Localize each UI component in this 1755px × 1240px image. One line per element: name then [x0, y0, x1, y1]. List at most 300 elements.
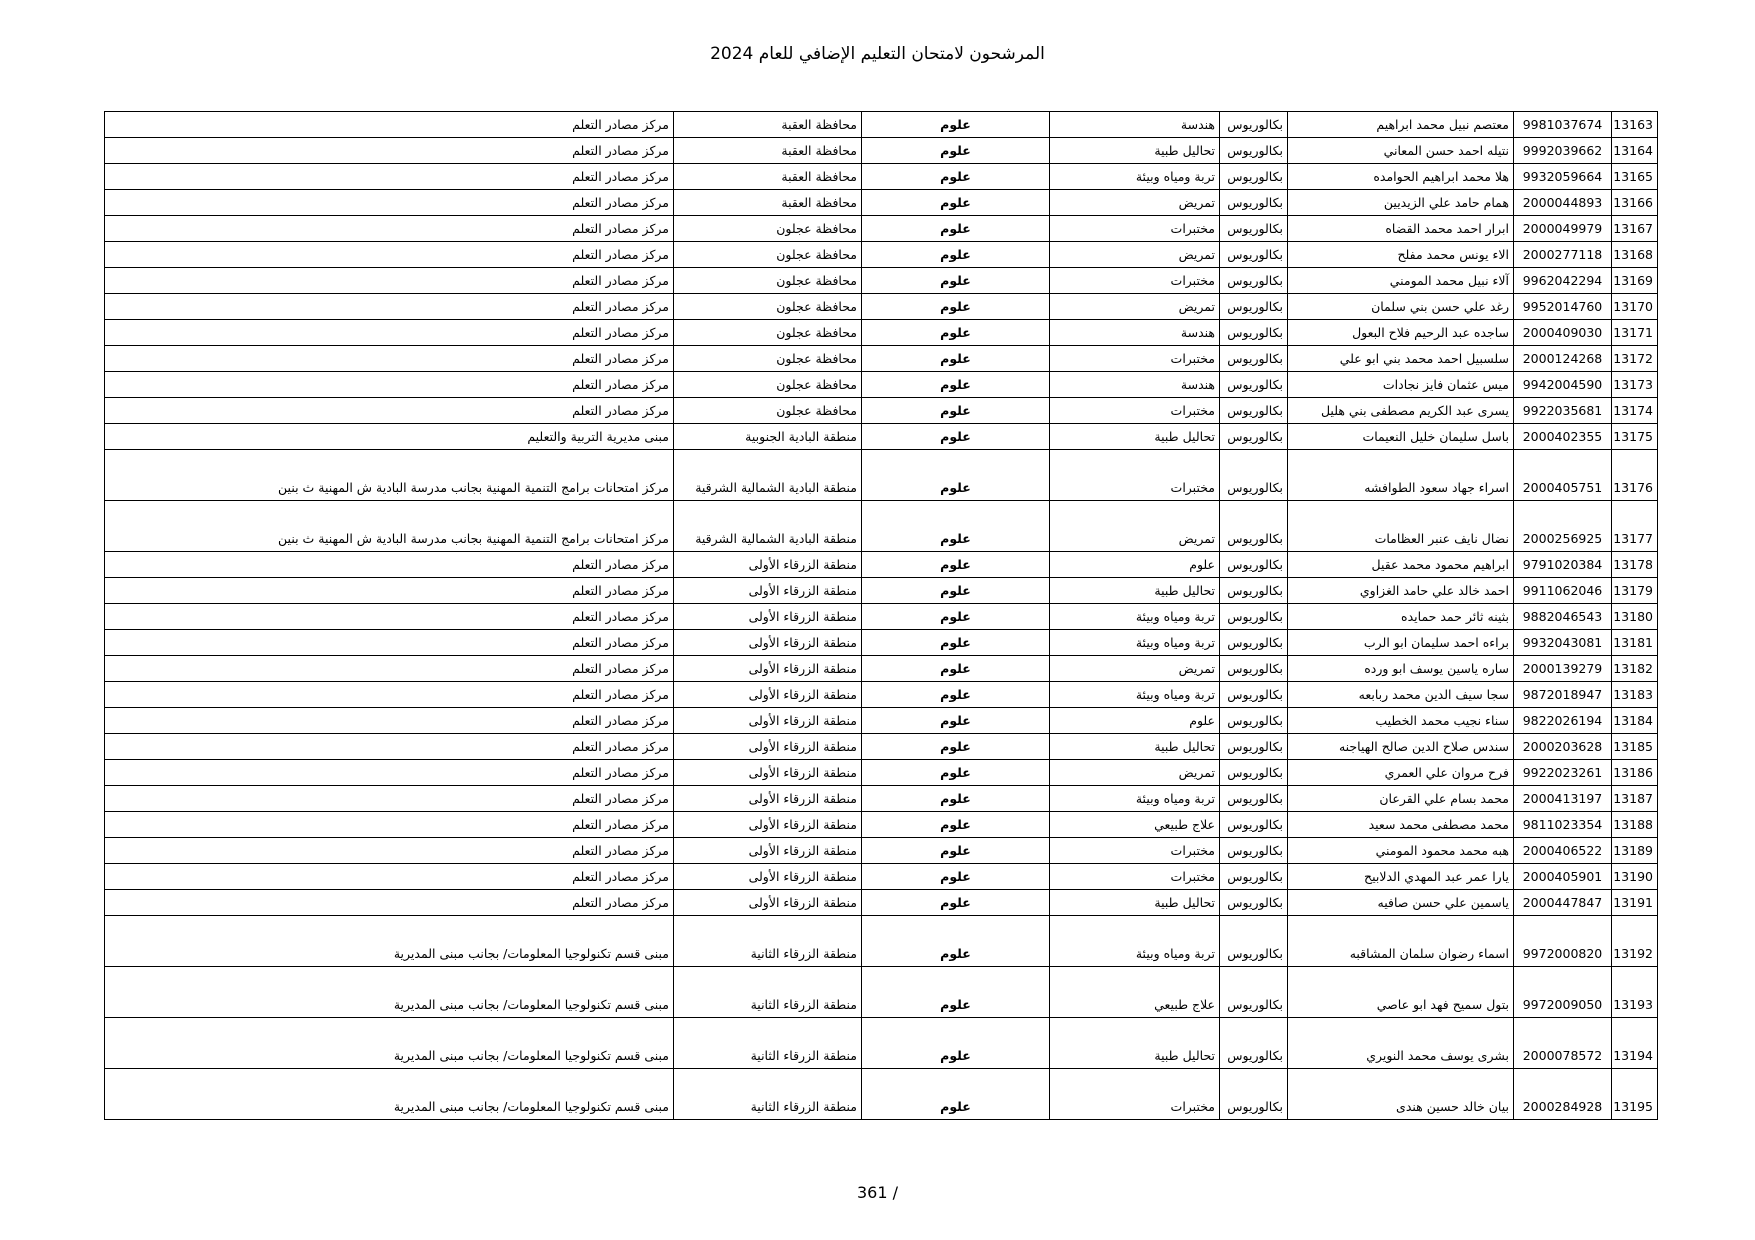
degree-cell: بكالوريوس — [1220, 786, 1288, 812]
table-row — [105, 734, 1658, 760]
specialization-cell: مختبرات — [1050, 216, 1220, 242]
candidate-name-cell: نضال نايف عنبر العظامات — [1288, 501, 1514, 552]
national-id-cell: 9972009050 — [1514, 967, 1612, 1018]
directorate-cell: محافظة العقبة — [674, 164, 862, 190]
directorate-cell: منطقة الزرقاء الأولى — [674, 890, 862, 916]
exam-center-cell: مبنى قسم تكنولوجيا المعلومات/ بجانب مبنى المديرية — [105, 916, 674, 967]
candidate-name-cell: اسماء رضوان سلمان المشاقبه — [1288, 916, 1514, 967]
exam-center-cell: مركز مصادر التعلم — [105, 708, 674, 734]
candidate-name-cell: باسل سليمان خليل النعيمات — [1288, 424, 1514, 450]
degree-cell: بكالوريوس — [1220, 398, 1288, 424]
branch-cell: علوم — [862, 656, 1050, 682]
table-row — [105, 682, 1658, 708]
table-row — [105, 604, 1658, 630]
national-id-cell: 2000409030 — [1514, 320, 1612, 346]
sequence-cell: 13178 — [1612, 552, 1658, 578]
branch-cell: علوم — [862, 268, 1050, 294]
branch-cell: علوم — [862, 164, 1050, 190]
table-row — [105, 656, 1658, 682]
degree-cell: بكالوريوس — [1220, 864, 1288, 890]
directorate-cell: منطقة البادية الجنوبية — [674, 424, 862, 450]
national-id-cell: 9962042294 — [1514, 268, 1612, 294]
directorate-cell: منطقة الزرقاء الثانية — [674, 967, 862, 1018]
exam-center-cell: مركز مصادر التعلم — [105, 320, 674, 346]
table-row — [105, 398, 1658, 424]
exam-center-cell: مركز مصادر التعلم — [105, 398, 674, 424]
exam-center-cell: مركز مصادر التعلم — [105, 682, 674, 708]
candidate-name-cell: سلسبيل احمد محمد بني ابو علي — [1288, 346, 1514, 372]
table-row — [105, 450, 1658, 501]
directorate-cell: محافظة العقبة — [674, 112, 862, 138]
candidate-name-cell: ابراهيم محمود محمد عقيل — [1288, 552, 1514, 578]
sequence-cell: 13167 — [1612, 216, 1658, 242]
specialization-cell: علوم — [1050, 552, 1220, 578]
exam-center-cell: مركز مصادر التعلم — [105, 242, 674, 268]
specialization-cell: تمريض — [1050, 501, 1220, 552]
degree-cell: بكالوريوس — [1220, 708, 1288, 734]
table-row — [105, 1018, 1658, 1069]
specialization-cell: مختبرات — [1050, 1069, 1220, 1120]
directorate-cell: محافظة العقبة — [674, 190, 862, 216]
candidate-name-cell: ابرار احمد محمد القضاه — [1288, 216, 1514, 242]
candidate-name-cell: سجا سيف الدين محمد ربابعه — [1288, 682, 1514, 708]
branch-cell: علوم — [862, 1018, 1050, 1069]
branch-cell: علوم — [862, 552, 1050, 578]
degree-cell: بكالوريوس — [1220, 1069, 1288, 1120]
degree-cell: بكالوريوس — [1220, 424, 1288, 450]
branch-cell: علوم — [862, 320, 1050, 346]
specialization-cell: تحاليل طبية — [1050, 138, 1220, 164]
table-row — [105, 346, 1658, 372]
candidate-name-cell: بيان خالد حسين هندى — [1288, 1069, 1514, 1120]
national-id-cell: 2000044893 — [1514, 190, 1612, 216]
specialization-cell: علوم — [1050, 708, 1220, 734]
sequence-cell: 13194 — [1612, 1018, 1658, 1069]
branch-cell: علوم — [862, 760, 1050, 786]
candidate-name-cell: الاء يونس محمد مفلح — [1288, 242, 1514, 268]
branch-cell: علوم — [862, 708, 1050, 734]
table-row — [105, 578, 1658, 604]
sequence-cell: 13174 — [1612, 398, 1658, 424]
specialization-cell: مختبرات — [1050, 450, 1220, 501]
branch-cell: علوم — [862, 916, 1050, 967]
sequence-cell: 13191 — [1612, 890, 1658, 916]
national-id-cell: 2000124268 — [1514, 346, 1612, 372]
table-row — [105, 838, 1658, 864]
degree-cell: بكالوريوس — [1220, 320, 1288, 346]
branch-cell: علوم — [862, 501, 1050, 552]
exam-center-cell: مركز مصادر التعلم — [105, 552, 674, 578]
table-row — [105, 864, 1658, 890]
exam-center-cell: مبنى قسم تكنولوجيا المعلومات/ بجانب مبنى المديرية — [105, 967, 674, 1018]
exam-center-cell: مركز مصادر التعلم — [105, 268, 674, 294]
exam-center-cell: مركز مصادر التعلم — [105, 578, 674, 604]
branch-cell: علوم — [862, 786, 1050, 812]
specialization-cell: علاج طبيعي — [1050, 812, 1220, 838]
candidate-name-cell: نتيله احمد حسن المعاني — [1288, 138, 1514, 164]
specialization-cell: تحاليل طبية — [1050, 734, 1220, 760]
degree-cell: بكالوريوس — [1220, 242, 1288, 268]
directorate-cell: منطقة البادية الشمالية الشرقية — [674, 501, 862, 552]
directorate-cell: منطقة الزرقاء الأولى — [674, 838, 862, 864]
specialization-cell: هندسة — [1050, 372, 1220, 398]
page-number: 361 / — [856, 1183, 898, 1202]
sequence-cell: 13189 — [1612, 838, 1658, 864]
branch-cell: علوم — [862, 242, 1050, 268]
specialization-cell: تمريض — [1050, 760, 1220, 786]
specialization-cell: مختبرات — [1050, 838, 1220, 864]
specialization-cell: تحاليل طبية — [1050, 1018, 1220, 1069]
degree-cell: بكالوريوس — [1220, 838, 1288, 864]
table-row — [105, 552, 1658, 578]
branch-cell: علوم — [862, 578, 1050, 604]
specialization-cell: تمريض — [1050, 242, 1220, 268]
sequence-cell: 13188 — [1612, 812, 1658, 838]
branch-cell: علوم — [862, 682, 1050, 708]
national-id-cell: 2000284928 — [1514, 1069, 1612, 1120]
candidate-name-cell: هلا محمد ابراهيم الحوامده — [1288, 164, 1514, 190]
sequence-cell: 13175 — [1612, 424, 1658, 450]
candidate-name-cell: محمد مصطفى محمد سعيد — [1288, 812, 1514, 838]
national-id-cell: 2000049979 — [1514, 216, 1612, 242]
degree-cell: بكالوريوس — [1220, 501, 1288, 552]
branch-cell: علوم — [862, 216, 1050, 242]
sequence-cell: 13181 — [1612, 630, 1658, 656]
sequence-cell: 13180 — [1612, 604, 1658, 630]
table-row — [105, 708, 1658, 734]
degree-cell: بكالوريوس — [1220, 1018, 1288, 1069]
branch-cell: علوم — [862, 190, 1050, 216]
national-id-cell: 2000447847 — [1514, 890, 1612, 916]
specialization-cell: تربة ومياه وبيئة — [1050, 786, 1220, 812]
degree-cell: بكالوريوس — [1220, 604, 1288, 630]
national-id-cell: 2000203628 — [1514, 734, 1612, 760]
directorate-cell: منطقة الزرقاء الأولى — [674, 630, 862, 656]
table-row — [105, 760, 1658, 786]
national-id-cell: 9911062046 — [1514, 578, 1612, 604]
directorate-cell: محافظة العقبة — [674, 138, 862, 164]
candidate-name-cell: ساجده عبد الرحيم فلاح البعول — [1288, 320, 1514, 346]
exam-center-cell: مركز مصادر التعلم — [105, 372, 674, 398]
national-id-cell: 9952014760 — [1514, 294, 1612, 320]
exam-center-cell: مركز امتحانات برامج التنمية المهنية بجانب مدرسة البادية ش المهنية ث بنين — [105, 450, 674, 501]
directorate-cell: منطقة الزرقاء الأولى — [674, 578, 862, 604]
exam-center-cell: مركز مصادر التعلم — [105, 604, 674, 630]
specialization-cell: تمريض — [1050, 656, 1220, 682]
exam-center-cell: مركز مصادر التعلم — [105, 630, 674, 656]
exam-center-cell: مبنى قسم تكنولوجيا المعلومات/ بجانب مبنى المديرية — [105, 1018, 674, 1069]
national-id-cell: 9992039662 — [1514, 138, 1612, 164]
candidate-name-cell: فرح مروان علي العمري — [1288, 760, 1514, 786]
candidate-name-cell: رغد علي حسن بني سلمان — [1288, 294, 1514, 320]
directorate-cell: محافظة عجلون — [674, 294, 862, 320]
candidate-name-cell: ياسمين علي حسن صافيه — [1288, 890, 1514, 916]
branch-cell: علوم — [862, 630, 1050, 656]
sequence-cell: 13187 — [1612, 786, 1658, 812]
specialization-cell: تمريض — [1050, 190, 1220, 216]
degree-cell: بكالوريوس — [1220, 138, 1288, 164]
table-row — [105, 812, 1658, 838]
degree-cell: بكالوريوس — [1220, 216, 1288, 242]
branch-cell: علوم — [862, 112, 1050, 138]
table-row — [105, 112, 1658, 138]
specialization-cell: هندسة — [1050, 112, 1220, 138]
national-id-cell: 9932059664 — [1514, 164, 1612, 190]
sequence-cell: 13177 — [1612, 501, 1658, 552]
degree-cell: بكالوريوس — [1220, 112, 1288, 138]
table-row — [105, 501, 1658, 552]
national-id-cell: 9811023354 — [1514, 812, 1612, 838]
candidates-table-wrapper — [104, 111, 1657, 1120]
branch-cell: علوم — [862, 294, 1050, 320]
sequence-cell: 13166 — [1612, 190, 1658, 216]
directorate-cell: منطقة الزرقاء الأولى — [674, 812, 862, 838]
specialization-cell: تربة ومياه وبيئة — [1050, 164, 1220, 190]
national-id-cell: 9872018947 — [1514, 682, 1612, 708]
directorate-cell: منطقة الزرقاء الأولى — [674, 760, 862, 786]
exam-center-cell: مركز مصادر التعلم — [105, 190, 674, 216]
candidate-name-cell: معتصم نبيل محمد ابراهيم — [1288, 112, 1514, 138]
sequence-cell: 13170 — [1612, 294, 1658, 320]
directorate-cell: محافظة عجلون — [674, 398, 862, 424]
specialization-cell: تحاليل طبية — [1050, 424, 1220, 450]
sequence-cell: 13182 — [1612, 656, 1658, 682]
directorate-cell: منطقة الزرقاء الأولى — [674, 734, 862, 760]
sequence-cell: 13186 — [1612, 760, 1658, 786]
table-row — [105, 890, 1658, 916]
specialization-cell: تحاليل طبية — [1050, 578, 1220, 604]
exam-center-cell: مركز مصادر التعلم — [105, 838, 674, 864]
degree-cell: بكالوريوس — [1220, 630, 1288, 656]
specialization-cell: مختبرات — [1050, 346, 1220, 372]
exam-center-cell: مركز مصادر التعلم — [105, 734, 674, 760]
degree-cell: بكالوريوس — [1220, 812, 1288, 838]
exam-center-cell: مبنى قسم تكنولوجيا المعلومات/ بجانب مبنى المديرية — [105, 1069, 674, 1120]
exam-center-cell: مركز مصادر التعلم — [105, 216, 674, 242]
national-id-cell: 2000406522 — [1514, 838, 1612, 864]
degree-cell: بكالوريوس — [1220, 268, 1288, 294]
candidate-name-cell: آلاء نبيل محمد المومني — [1288, 268, 1514, 294]
exam-center-cell: مركز مصادر التعلم — [105, 138, 674, 164]
national-id-cell: 9922035681 — [1514, 398, 1612, 424]
table-row — [105, 424, 1658, 450]
directorate-cell: منطقة الزرقاء الأولى — [674, 552, 862, 578]
exam-center-cell: مركز مصادر التعلم — [105, 294, 674, 320]
specialization-cell: تمريض — [1050, 294, 1220, 320]
degree-cell: بكالوريوس — [1220, 656, 1288, 682]
exam-center-cell: مركز مصادر التعلم — [105, 656, 674, 682]
specialization-cell: مختبرات — [1050, 268, 1220, 294]
degree-cell: بكالوريوس — [1220, 760, 1288, 786]
sequence-cell: 13185 — [1612, 734, 1658, 760]
national-id-cell: 2000413197 — [1514, 786, 1612, 812]
table-row — [105, 320, 1658, 346]
sequence-cell: 13192 — [1612, 916, 1658, 967]
specialization-cell: هندسة — [1050, 320, 1220, 346]
national-id-cell: 9791020384 — [1514, 552, 1612, 578]
specialization-cell: مختبرات — [1050, 864, 1220, 890]
specialization-cell: تربة ومياه وبيئة — [1050, 604, 1220, 630]
specialization-cell: تربة ومياه وبيئة — [1050, 630, 1220, 656]
candidate-name-cell: محمد بسام علي القرعان — [1288, 786, 1514, 812]
directorate-cell: منطقة الزرقاء الثانية — [674, 1018, 862, 1069]
candidate-name-cell: سندس صلاح الدين صالح الهياجنه — [1288, 734, 1514, 760]
sequence-cell: 13163 — [1612, 112, 1658, 138]
candidate-name-cell: بتول سميح فهد ابو عاصي — [1288, 967, 1514, 1018]
candidate-name-cell: هبه محمد محمود المومني — [1288, 838, 1514, 864]
table-row — [105, 786, 1658, 812]
candidate-name-cell: يسرى عبد الكريم مصطفى بني هليل — [1288, 398, 1514, 424]
degree-cell: بكالوريوس — [1220, 450, 1288, 501]
sequence-cell: 13179 — [1612, 578, 1658, 604]
candidate-name-cell: يارا عمر عبد المهدي الدلابيح — [1288, 864, 1514, 890]
degree-cell: بكالوريوس — [1220, 294, 1288, 320]
exam-center-cell: مركز مصادر التعلم — [105, 346, 674, 372]
degree-cell: بكالوريوس — [1220, 552, 1288, 578]
exam-center-cell: مركز مصادر التعلم — [105, 112, 674, 138]
degree-cell: بكالوريوس — [1220, 190, 1288, 216]
degree-cell: بكالوريوس — [1220, 372, 1288, 398]
table-row — [105, 216, 1658, 242]
national-id-cell: 9981037674 — [1514, 112, 1612, 138]
table-row — [105, 372, 1658, 398]
candidate-name-cell: احمد خالد علي حامد الغزاوي — [1288, 578, 1514, 604]
specialization-cell: تربة ومياه وبيئة — [1050, 682, 1220, 708]
candidate-name-cell: بثينه ثائر حمد حمايده — [1288, 604, 1514, 630]
sequence-cell: 13173 — [1612, 372, 1658, 398]
directorate-cell: منطقة البادية الشمالية الشرقية — [674, 450, 862, 501]
exam-center-cell: مركز امتحانات برامج التنمية المهنية بجانب مدرسة البادية ش المهنية ث بنين — [105, 501, 674, 552]
branch-cell: علوم — [862, 372, 1050, 398]
sequence-cell: 13168 — [1612, 242, 1658, 268]
sequence-cell: 13190 — [1612, 864, 1658, 890]
national-id-cell: 2000256925 — [1514, 501, 1612, 552]
branch-cell: علوم — [862, 838, 1050, 864]
national-id-cell: 2000402355 — [1514, 424, 1612, 450]
exam-center-cell: مبنى مديرية التربية والتعليم — [105, 424, 674, 450]
directorate-cell: محافظة عجلون — [674, 216, 862, 242]
sequence-cell: 13183 — [1612, 682, 1658, 708]
directorate-cell: منطقة الزرقاء الأولى — [674, 864, 862, 890]
national-id-cell: 2000139279 — [1514, 656, 1612, 682]
branch-cell: علوم — [862, 424, 1050, 450]
table-row — [105, 294, 1658, 320]
degree-cell: بكالوريوس — [1220, 346, 1288, 372]
table-row — [105, 190, 1658, 216]
candidate-name-cell: ساره ياسين يوسف ابو ورده — [1288, 656, 1514, 682]
sequence-cell: 13176 — [1612, 450, 1658, 501]
national-id-cell: 2000277118 — [1514, 242, 1612, 268]
branch-cell: علوم — [862, 346, 1050, 372]
branch-cell: علوم — [862, 398, 1050, 424]
specialization-cell: علاج طبيعي — [1050, 967, 1220, 1018]
sequence-cell: 13164 — [1612, 138, 1658, 164]
table-row — [105, 967, 1658, 1018]
candidate-name-cell: همام حامد علي الزيديين — [1288, 190, 1514, 216]
national-id-cell: 9882046543 — [1514, 604, 1612, 630]
candidate-name-cell: براءه احمد سليمان ابو الرب — [1288, 630, 1514, 656]
degree-cell: بكالوريوس — [1220, 682, 1288, 708]
branch-cell: علوم — [862, 967, 1050, 1018]
table-row — [105, 164, 1658, 190]
national-id-cell: 9822026194 — [1514, 708, 1612, 734]
exam-center-cell: مركز مصادر التعلم — [105, 890, 674, 916]
table-row — [105, 630, 1658, 656]
degree-cell: بكالوريوس — [1220, 916, 1288, 967]
sequence-cell: 13184 — [1612, 708, 1658, 734]
branch-cell: علوم — [862, 812, 1050, 838]
directorate-cell: منطقة الزرقاء الثانية — [674, 916, 862, 967]
directorate-cell: محافظة عجلون — [674, 346, 862, 372]
directorate-cell: محافظة عجلون — [674, 268, 862, 294]
sequence-cell: 13193 — [1612, 967, 1658, 1018]
directorate-cell: محافظة عجلون — [674, 320, 862, 346]
directorate-cell: منطقة الزرقاء الأولى — [674, 786, 862, 812]
national-id-cell: 9932043081 — [1514, 630, 1612, 656]
branch-cell: علوم — [862, 1069, 1050, 1120]
candidate-name-cell: سناء نجيب محمد الخطيب — [1288, 708, 1514, 734]
sequence-cell: 13169 — [1612, 268, 1658, 294]
directorate-cell: منطقة الزرقاء الأولى — [674, 682, 862, 708]
directorate-cell: منطقة الزرقاء الأولى — [674, 656, 862, 682]
exam-center-cell: مركز مصادر التعلم — [105, 760, 674, 786]
branch-cell: علوم — [862, 734, 1050, 760]
specialization-cell: تربة ومياه وبيئة — [1050, 916, 1220, 967]
table-row — [105, 1069, 1658, 1120]
sequence-cell: 13171 — [1612, 320, 1658, 346]
sequence-cell: 13165 — [1612, 164, 1658, 190]
national-id-cell: 9972000820 — [1514, 916, 1612, 967]
branch-cell: علوم — [862, 864, 1050, 890]
national-id-cell: 2000078572 — [1514, 1018, 1612, 1069]
degree-cell: بكالوريوس — [1220, 967, 1288, 1018]
directorate-cell: منطقة الزرقاء الأولى — [674, 604, 862, 630]
sequence-cell: 13195 — [1612, 1069, 1658, 1120]
branch-cell: علوم — [862, 890, 1050, 916]
exam-center-cell: مركز مصادر التعلم — [105, 864, 674, 890]
table-row — [105, 268, 1658, 294]
exam-center-cell: مركز مصادر التعلم — [105, 812, 674, 838]
national-id-cell: 9942004590 — [1514, 372, 1612, 398]
page-title: المرشحون لامتحان التعليم الإضافي للعام 2024 — [710, 44, 1045, 64]
degree-cell: بكالوريوس — [1220, 164, 1288, 190]
exam-center-cell: مركز مصادر التعلم — [105, 164, 674, 190]
candidate-name-cell: بشرى يوسف محمد النويري — [1288, 1018, 1514, 1069]
candidates-table — [104, 111, 1658, 1120]
national-id-cell: 2000405901 — [1514, 864, 1612, 890]
directorate-cell: محافظة عجلون — [674, 242, 862, 268]
specialization-cell: مختبرات — [1050, 398, 1220, 424]
degree-cell: بكالوريوس — [1220, 890, 1288, 916]
directorate-cell: محافظة عجلون — [674, 372, 862, 398]
national-id-cell: 2000405751 — [1514, 450, 1612, 501]
national-id-cell: 9922023261 — [1514, 760, 1612, 786]
branch-cell: علوم — [862, 138, 1050, 164]
specialization-cell: تحاليل طبية — [1050, 890, 1220, 916]
table-row — [105, 916, 1658, 967]
branch-cell: علوم — [862, 450, 1050, 501]
sequence-cell: 13172 — [1612, 346, 1658, 372]
table-row — [105, 138, 1658, 164]
branch-cell: علوم — [862, 604, 1050, 630]
directorate-cell: منطقة الزرقاء الثانية — [674, 1069, 862, 1120]
candidate-name-cell: اسراء جهاد سعود الطوافشه — [1288, 450, 1514, 501]
candidate-name-cell: ميس عثمان فايز نجادات — [1288, 372, 1514, 398]
directorate-cell: منطقة الزرقاء الأولى — [674, 708, 862, 734]
degree-cell: بكالوريوس — [1220, 578, 1288, 604]
degree-cell: بكالوريوس — [1220, 734, 1288, 760]
exam-center-cell: مركز مصادر التعلم — [105, 786, 674, 812]
